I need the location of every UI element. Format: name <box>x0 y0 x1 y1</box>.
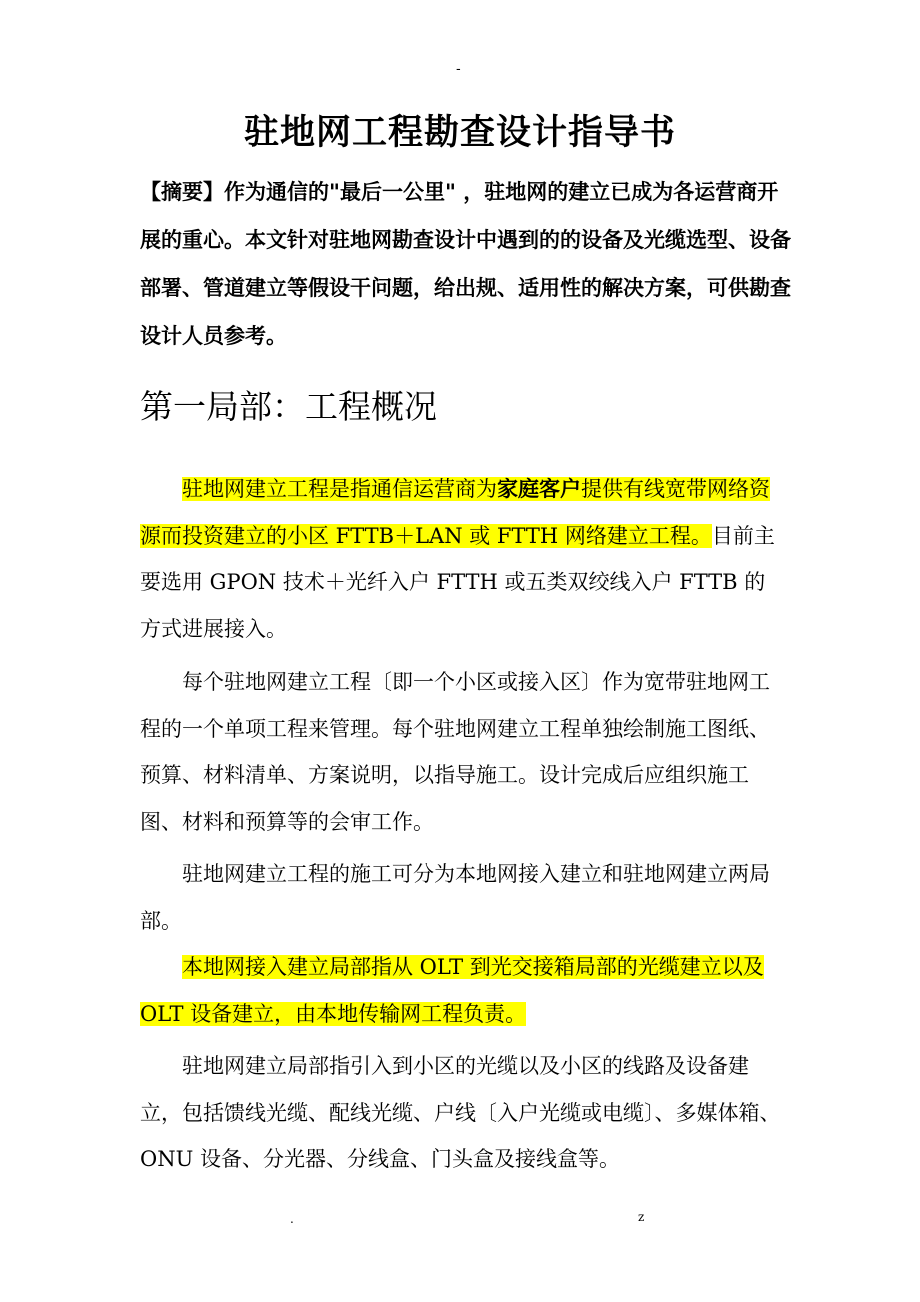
document-title: 驻地网工程勘查设计指导书 <box>243 112 676 153</box>
footer-left-mark: . <box>290 1212 294 1226</box>
section-heading: 第一局部：工程概况 <box>140 387 437 426</box>
highlight-text: 提供有线宽带网络资源而投资建立的小区 FTTB＋LAN 或 FTTH 网络建立工程。 <box>140 477 770 548</box>
paragraph-5: 驻地网建立局部指引入到小区的光缆以及小区的线路及设备建立，包括馈线光缆、配线光缆、户线〔入户光缆或电缆〕、多媒体箱、ONU 设备、分光器、分线盒、门头盒及接线盒等。 <box>140 1054 781 1171</box>
footer-right-mark: z <box>638 1210 645 1224</box>
paragraph-3: 驻地网建立工程的施工可分为本地网接入建立和驻地网建立两局部。 <box>140 862 770 933</box>
highlight-bold-text: 家庭客户 <box>497 477 581 501</box>
abstract <box>140 168 792 360</box>
paragraph-1 <box>140 466 785 652</box>
paragraph-4 <box>140 944 785 1037</box>
paragraph-2: 每个驻地网建立工程〔即一个小区或接入区〕作为宽带驻地网工程的一个单项工程来管理。每个驻地网建立工程单独绘制施工图纸、预算、材料清单、方案说明，以指导施工。设计完成后应组织施工图、材料和预算等的会审工作。 <box>140 670 770 834</box>
paragraph-text: 目前主要选用 GPON 技术＋光纤入户 FTTH 或五类双绞线入户 FTTB 的方式进展接入。 <box>140 523 775 641</box>
highlight-text: 本地网接入建立局部指从 OLT 到光交接箱局部的光缆建立以及 OLT 设备建立，由本地传输网工程负责。 <box>140 955 764 1026</box>
header-mark: - <box>456 62 461 77</box>
abstract-text: 作为通信的"最后一公里" ，驻地网的建立已成为各运营商开展的重心。本文针对驻地网勘查设计中遇到的的设备及光缆选型、设备部署、管道建立等假设干问题，给出规、适用性的解决方案，可供勘查设计人员参考。 <box>140 180 791 348</box>
abstract-label: 【摘要】 <box>140 180 224 204</box>
highlight-text: 驻地网建立工程是指通信运营商为 <box>182 477 497 501</box>
